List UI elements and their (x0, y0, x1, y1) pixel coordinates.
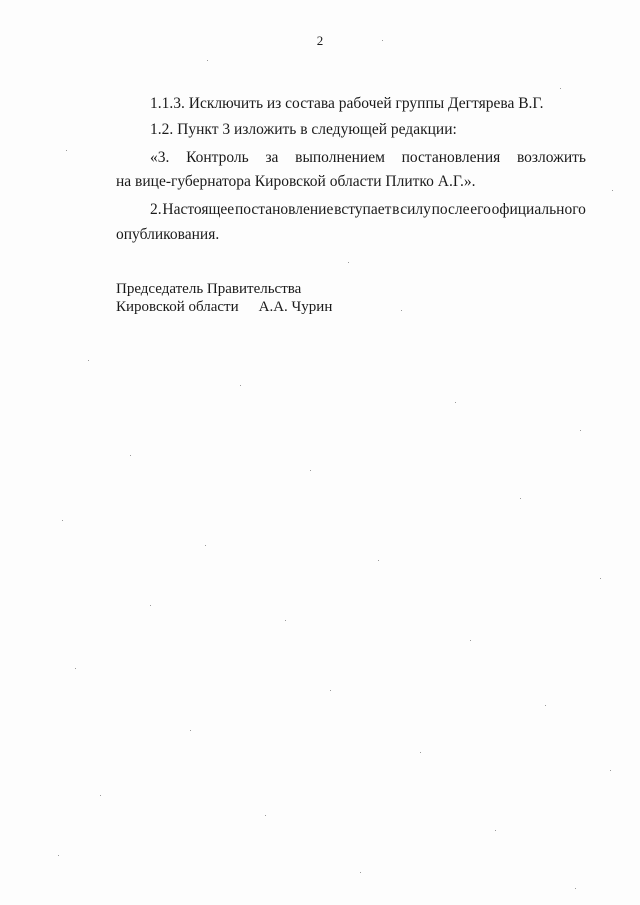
item-1-1-3: 1.1.3. Исключить из состава рабочей группы Дегтярева В.Г. (150, 95, 544, 112)
quote-first-line (150, 149, 586, 167)
signature-line-2 (116, 298, 332, 316)
quote-word: «3. (150, 149, 170, 166)
quote-word: Контроль (186, 149, 249, 166)
item-2-word: постановление (234, 201, 334, 218)
page-number: 2 (316, 33, 324, 48)
quote-continuation: на вице-губернатора Кировской области Плитко А.Г.». (116, 173, 476, 190)
item-2-word: Настоящее (162, 201, 235, 218)
item-2-word: его (470, 201, 491, 218)
quote-word: выполнением (295, 149, 385, 166)
signature-title-line-2: Кировской области (116, 299, 239, 315)
item-2-word: 2. (150, 201, 162, 218)
quote-word: возложить (516, 149, 586, 166)
quote-word: постановления (401, 149, 501, 166)
signer-name: А.А. Чурин (258, 299, 333, 315)
item-1-2: 1.2. Пункт 3 изложить в следующей редакции: (150, 121, 457, 138)
item-2-word: силу (400, 201, 431, 218)
item-2-first-line (150, 201, 586, 219)
item-2-word: после (431, 201, 470, 218)
item-2-word: вступает (334, 201, 392, 218)
item-2-continuation: опубликования. (116, 226, 220, 243)
signature-title-line-1: Председатель Правительства (116, 281, 302, 297)
item-2-word: в (392, 201, 400, 218)
quote-word: за (265, 149, 279, 166)
item-2-word: официального (491, 201, 586, 218)
